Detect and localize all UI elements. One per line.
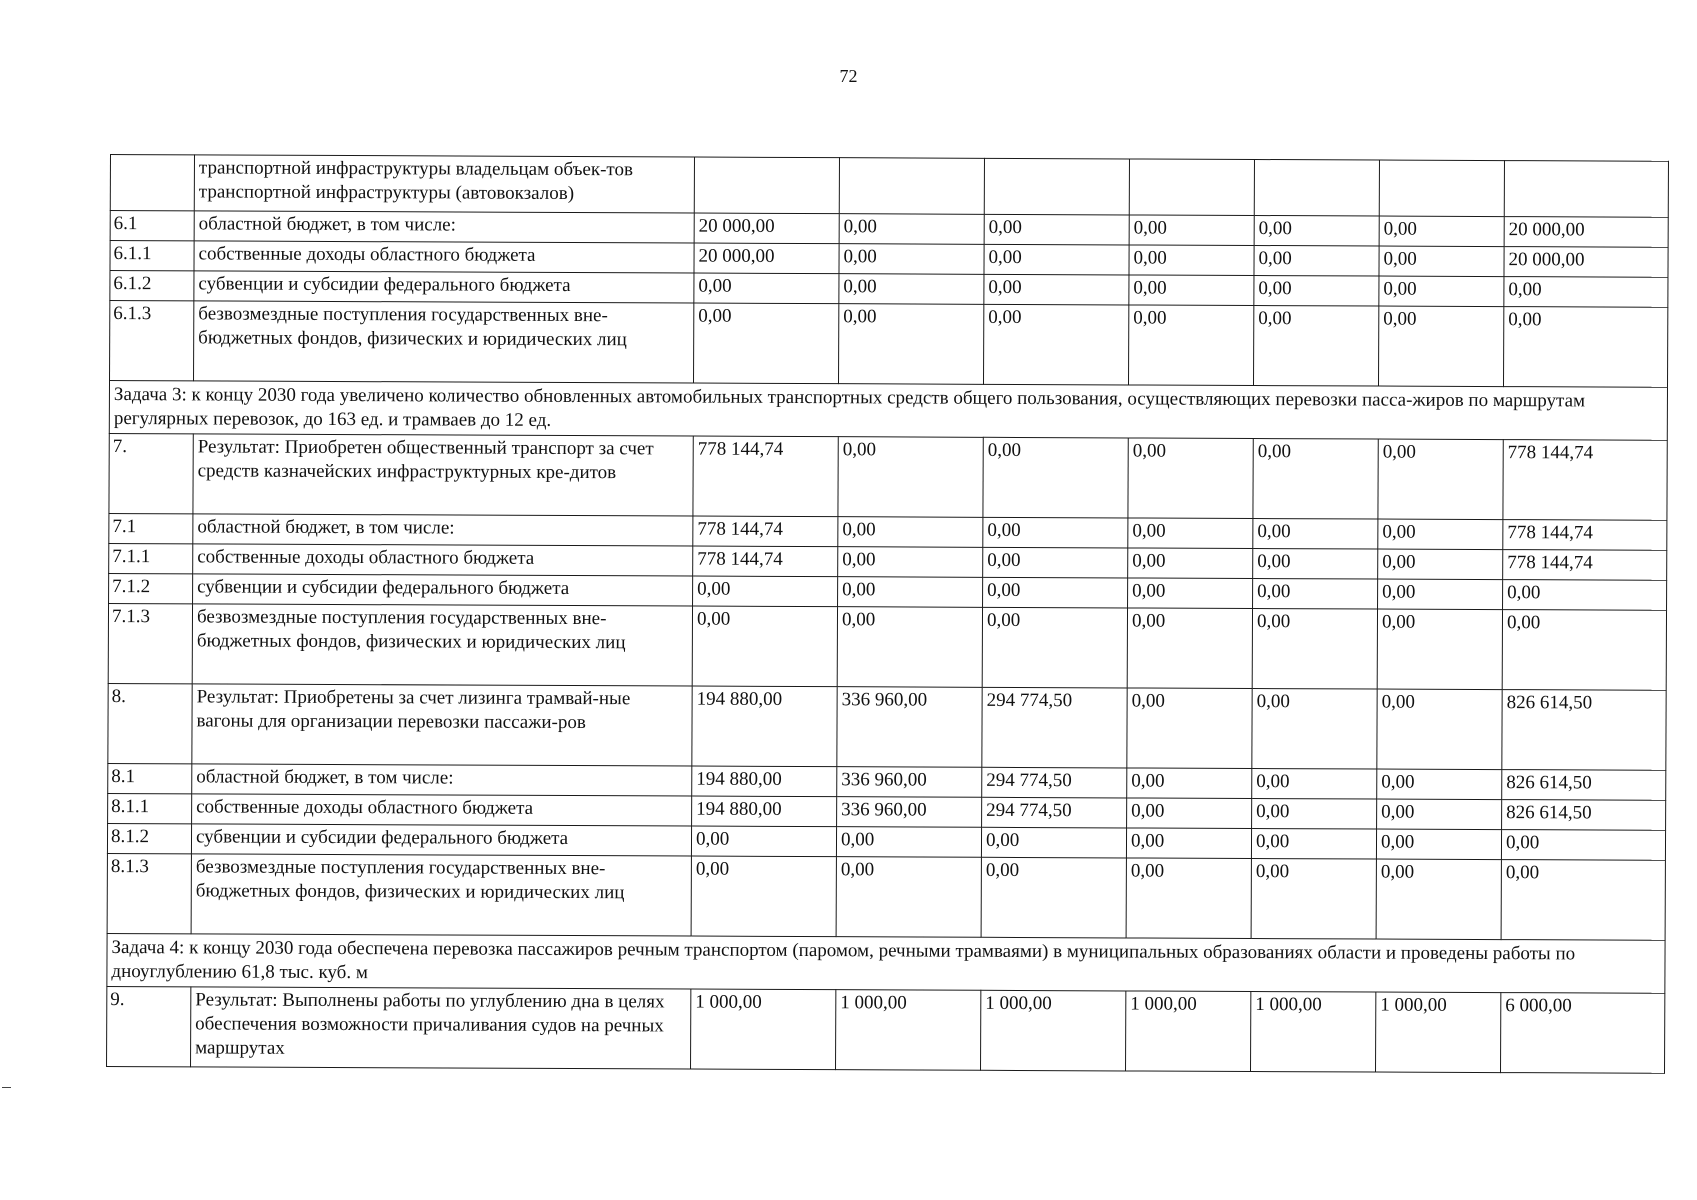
value-cell: 194 880,00 [692,686,837,767]
row-name: субвенции и субсидии федерального бюджета [191,824,691,856]
value-cell: 0,00 [1128,578,1253,609]
value-cell: 0,00 [1128,518,1253,549]
row-name: безвозмездные поступления государственных вне-бюджетных фондов, физических и юридических лиц [192,604,692,686]
value-cell-total: 778 144,74 [1503,550,1667,581]
budget-table-wrapper [106,154,1668,1074]
value-cell: 0,00 [839,304,984,385]
value-cell: 20 000,00 [694,213,839,244]
value-cell: 0,00 [982,607,1127,688]
value-cell-total: 0,00 [1503,580,1667,611]
value-cell: 0,00 [1252,688,1377,769]
value-cell [839,158,984,215]
value-cell [694,157,839,214]
value-cell: 0,00 [837,607,982,688]
row-code: 7.1 [109,513,193,543]
value-cell: 0,00 [1254,215,1379,246]
value-cell: 0,00 [1379,216,1504,247]
value-cell: 336 960,00 [837,767,982,798]
value-cell: 0,00 [983,517,1128,548]
row-code: 6.1.2 [110,271,194,301]
value-cell: 0,00 [1127,688,1252,769]
task-row [109,381,1667,441]
task-text: Задача 4: к концу 2030 года обеспечена перевозка пассажиров речным транспортом (паромом, речными трамваями) в муниципальных образованиях области и проведены работы по дноуглублению 61,8 тыс. куб. м [107,933,1665,993]
value-cell: 0,00 [1378,306,1503,387]
value-cell: 0,00 [838,437,983,518]
row-name: собственные доходы областного бюджета [193,544,693,576]
value-cell: 0,00 [981,827,1126,858]
task-text: Задача 3: к концу 2030 года увеличено количество обновленных автомобильных транспортных средств общего пользования, осуществляющих перевозки пасса-жиров по маршрутам регулярных перевозок, до 163 ед. и трамваев до 12 ед. [109,381,1667,441]
value-cell-total: 20 000,00 [1504,217,1668,248]
value-cell: 0,00 [983,437,1128,518]
row-code: 8.1.3 [107,853,191,933]
row-code: 7. [109,433,193,513]
table-row [110,155,1668,218]
value-cell [984,158,1129,215]
row-code: 6.1.3 [110,301,194,381]
value-cell: 0,00 [984,274,1129,305]
table-row [110,301,1668,388]
value-cell: 0,00 [1376,829,1501,860]
value-cell: 0,00 [692,606,837,687]
value-cell: 1 000,00 [1251,991,1376,1072]
margin-mark [2,1087,11,1088]
value-cell: 0,00 [694,273,839,304]
value-cell: 0,00 [1379,246,1504,277]
table-row [107,853,1665,940]
value-cell: 0,00 [838,577,983,608]
value-cell: 1 000,00 [836,990,981,1071]
value-cell: 0,00 [694,303,839,384]
row-name: субвенции и субсидии федерального бюджета [193,574,693,606]
row-name: собственные доходы областного бюджета [192,794,692,826]
value-cell: 0,00 [1253,518,1378,549]
value-cell: 0,00 [1127,608,1252,689]
row-code: 7.1.3 [108,603,192,683]
value-cell [1129,159,1254,216]
value-cell: 20 000,00 [694,243,839,274]
task-row [107,933,1665,993]
value-cell: 294 774,50 [982,767,1127,798]
value-cell: 1 000,00 [981,990,1126,1071]
value-cell: 0,00 [1376,859,1501,940]
value-cell: 0,00 [691,856,836,937]
value-cell: 0,00 [1377,799,1502,830]
value-cell-total: 0,00 [1503,307,1667,388]
value-cell: 0,00 [1253,438,1378,519]
row-code: 6.1.1 [110,241,194,271]
value-cell: 0,00 [1127,768,1252,799]
value-cell: 0,00 [1126,828,1251,859]
row-code: 8.1.2 [107,823,191,853]
row-name: безвозмездные поступления государственных вне-бюджетных фондов, физических и юридических лиц [191,854,691,936]
value-cell-total: 6 000,00 [1501,993,1665,1074]
value-cell: 336 960,00 [837,797,982,828]
row-name: безвозмездные поступления государственных вне-бюджетных фондов, физических и юридических лиц [194,301,694,383]
value-cell: 0,00 [1254,275,1379,306]
value-cell: 0,00 [1129,245,1254,276]
row-code: 8. [108,683,192,763]
value-cell: 0,00 [838,517,983,548]
row-code: 6.1 [110,211,194,241]
row-code: 7.1.2 [109,573,193,603]
value-cell: 0,00 [839,244,984,275]
value-cell-total: 0,00 [1504,277,1668,308]
value-cell: 0,00 [983,577,1128,608]
value-cell: 0,00 [984,244,1129,275]
value-cell: 0,00 [836,857,981,938]
value-cell: 778 144,74 [693,436,838,517]
row-code: 8.1 [108,763,192,793]
value-cell: 294 774,50 [982,797,1127,828]
value-cell: 0,00 [1377,689,1502,770]
value-cell: 0,00 [1377,769,1502,800]
value-cell-total: 0,00 [1501,830,1665,861]
value-cell: 0,00 [1378,439,1503,520]
value-cell: 0,00 [1253,548,1378,579]
value-cell: 0,00 [1129,215,1254,246]
value-cell: 0,00 [839,274,984,305]
value-cell: 0,00 [1127,798,1252,829]
value-cell-total: 826 614,50 [1502,800,1666,831]
page-number: 72 [839,66,858,86]
value-cell: 0,00 [1251,858,1376,939]
value-cell: 0,00 [1377,609,1502,690]
table-body [107,155,1669,1074]
value-cell: 0,00 [1254,245,1379,276]
value-cell: 0,00 [836,827,981,858]
row-name: областной бюджет, в том числе: [194,211,694,243]
row-code [110,155,194,211]
value-cell: 0,00 [1254,305,1379,386]
row-name: транспортной инфраструктуры владельцам объек-тов транспортной инфраструктуры (автовокзалов) [194,155,694,213]
value-cell: 0,00 [1126,858,1251,939]
value-cell-total: 0,00 [1502,610,1666,691]
value-cell: 0,00 [839,214,984,245]
value-cell: 1 000,00 [1376,992,1501,1073]
value-cell: 0,00 [1378,549,1503,580]
value-cell: 0,00 [983,547,1128,578]
value-cell: 0,00 [984,214,1129,245]
value-cell: 0,00 [1253,578,1378,609]
value-cell: 0,00 [981,857,1126,938]
value-cell: 194 880,00 [692,796,837,827]
value-cell: 0,00 [1378,579,1503,610]
value-cell: 0,00 [1129,305,1254,386]
row-name: собственные доходы областного бюджета [194,241,694,273]
value-cell: 336 960,00 [837,687,982,768]
value-cell: 0,00 [1129,275,1254,306]
value-cell: 1 000,00 [1126,991,1251,1072]
value-cell [1254,159,1379,216]
row-name: областной бюджет, в том числе: [193,514,693,546]
value-cell: 0,00 [1251,828,1376,859]
value-cell: 0,00 [1128,438,1253,519]
table-row [109,433,1667,520]
value-cell-total: 826 614,50 [1502,690,1666,771]
table-row [107,986,1665,1073]
value-cell-total: 778 144,74 [1503,440,1667,521]
value-cell: 0,00 [1252,768,1377,799]
table-row [108,683,1666,770]
value-cell: 194 880,00 [692,766,837,797]
value-cell: 1 000,00 [691,989,836,1070]
value-cell-total [1504,161,1668,218]
value-cell: 294 774,50 [982,687,1127,768]
row-code: 8.1.1 [108,793,192,823]
budget-table [106,154,1669,1074]
value-cell: 778 144,74 [693,546,838,577]
value-cell: 0,00 [693,576,838,607]
row-name: областной бюджет, в том числе: [192,764,692,796]
value-cell: 0,00 [1252,798,1377,829]
table-row [108,603,1666,690]
value-cell [1379,160,1504,217]
value-cell: 0,00 [691,826,836,857]
value-cell-total: 0,00 [1501,860,1665,941]
value-cell-total: 826 614,50 [1502,770,1666,801]
row-name: Результат: Выполнены работы по углублению дна в целях обеспечения возможности причаливания судов на речных маршрутах [191,987,691,1069]
row-name: субвенции и субсидии федерального бюджета [194,271,694,303]
row-name: Результат: Приобретены за счет лизинга трамвай-ные вагоны для организации перевозки пассажи-ров [192,684,692,766]
value-cell: 0,00 [838,547,983,578]
value-cell: 778 144,74 [693,516,838,547]
value-cell: 0,00 [1128,548,1253,579]
value-cell: 0,00 [1379,276,1504,307]
row-code: 9. [107,986,191,1066]
value-cell-total: 778 144,74 [1503,520,1667,551]
value-cell: 0,00 [1252,608,1377,689]
value-cell: 0,00 [1378,519,1503,550]
value-cell-total: 20 000,00 [1504,247,1668,278]
row-code: 7.1.1 [109,543,193,573]
row-name: Результат: Приобретен общественный транспорт за счет средств казначейских инфраструктурных кре-дитов [193,434,693,516]
value-cell: 0,00 [984,304,1129,385]
